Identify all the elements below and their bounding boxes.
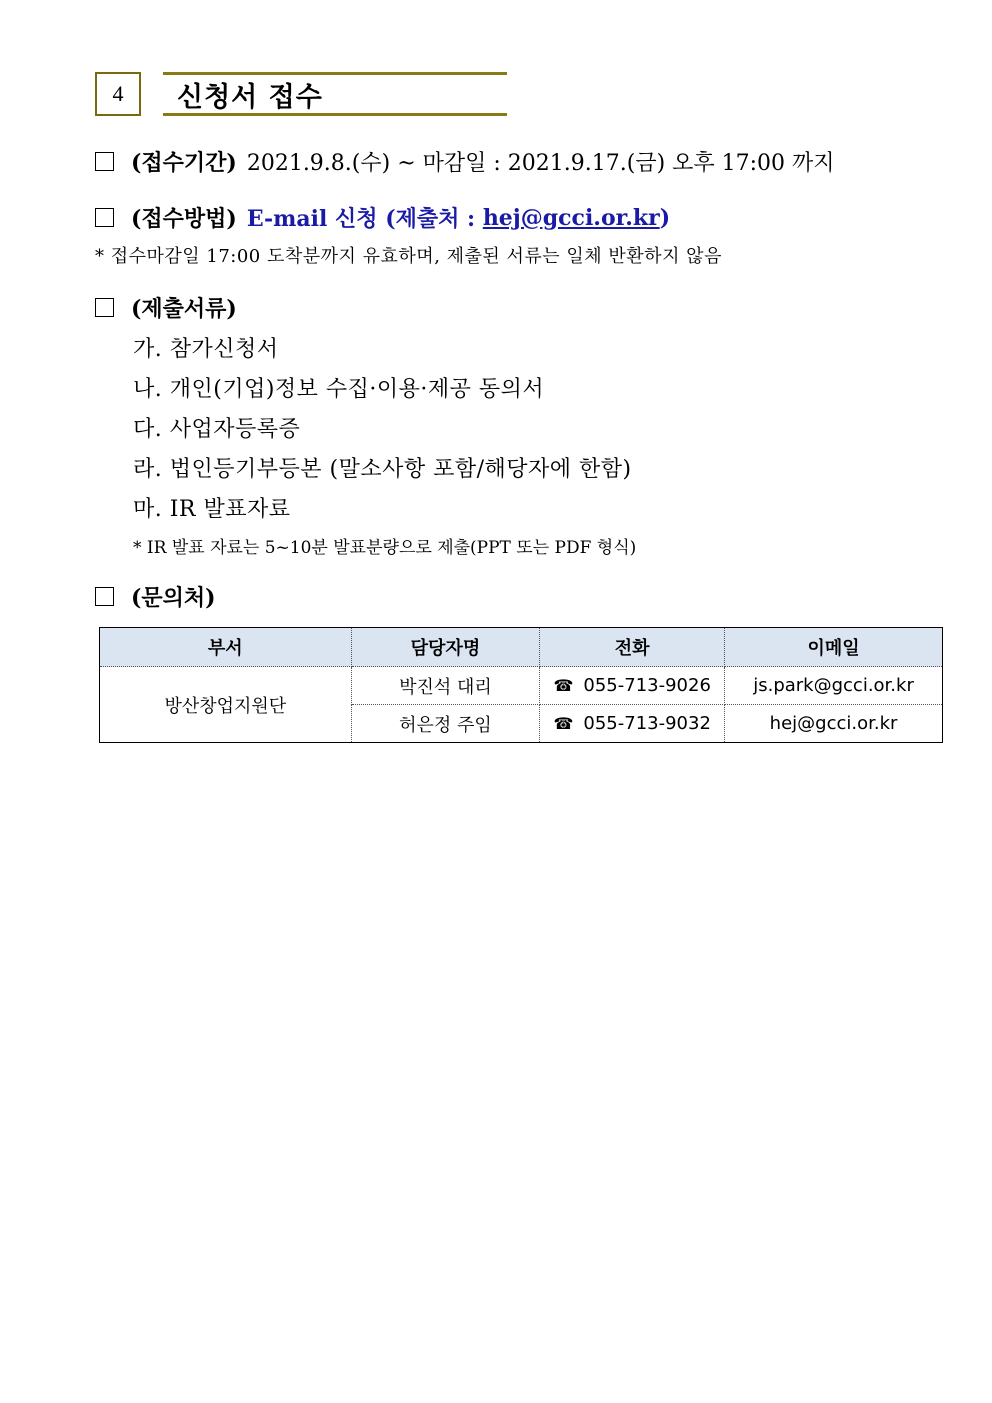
document-item: 나. 개인(기업)정보 수집·이용·제공 동의서 [133, 377, 545, 402]
contact-name: 허은정 주임 [351, 705, 540, 743]
checkbox-icon [95, 152, 114, 171]
period-label: (접수기간) [131, 150, 237, 176]
contact-table [99, 627, 943, 743]
document-item: 다. 사업자등록증 [133, 417, 301, 442]
document-item: 라. 법인등기부등본 (말소사항 포함/해당자에 한함) [133, 457, 632, 482]
table-header-row [100, 628, 943, 667]
header-email: 이메일 [725, 628, 943, 667]
phone-number: 055-713-9032 [583, 713, 711, 734]
section-header [95, 72, 507, 118]
checkbox-icon [95, 208, 114, 227]
contact-label: (문의처) [131, 585, 216, 611]
documents-note: * IR 발표 자료는 5~10분 발표분량으로 제출(PPT 또는 PDF 형식) [133, 538, 637, 558]
section-title: 신청서 접수 [163, 72, 507, 116]
document-item: 마. IR 발표자료 [133, 497, 291, 522]
documents-row [95, 292, 247, 323]
phone-icon: ☎ [553, 676, 574, 695]
contact-row [95, 581, 226, 612]
period-row [95, 146, 835, 177]
table-row [100, 667, 943, 705]
method-label: (접수방법) [131, 206, 237, 232]
header-name: 담당자명 [351, 628, 540, 667]
method-row [95, 202, 670, 233]
method-note: * 접수마감일 17:00 도착분까지 유효하며, 제출된 서류는 일체 반환하지 않음 [95, 246, 722, 267]
contact-email[interactable]: hej@gcci.or.kr [725, 705, 943, 743]
checkbox-icon [95, 298, 114, 317]
submission-email-link[interactable]: hej@gcci.or.kr [482, 204, 660, 231]
documents-label: (제출서류) [131, 296, 237, 322]
header-phone: 전화 [540, 628, 725, 667]
phone-number: 055-713-9026 [583, 675, 711, 696]
document-item: 가. 참가신청서 [133, 337, 279, 362]
phone-icon: ☎ [553, 714, 574, 733]
method-suffix: ) [659, 204, 671, 231]
contact-phone [540, 705, 725, 743]
checkbox-icon [95, 587, 114, 606]
contact-email[interactable]: js.park@gcci.or.kr [725, 667, 943, 705]
section-number: 4 [95, 72, 141, 116]
contact-name: 박진석 대리 [351, 667, 540, 705]
period-value: 2021.9.8.(수) ~ 마감일 : 2021.9.17.(금) 오후 17:00 까지 [246, 151, 835, 176]
method-prefix: E-mail 신청 (제출처 : [246, 206, 483, 232]
department-cell: 방산창업지원단 [100, 667, 352, 743]
header-department: 부서 [100, 628, 352, 667]
contact-phone [540, 667, 725, 705]
